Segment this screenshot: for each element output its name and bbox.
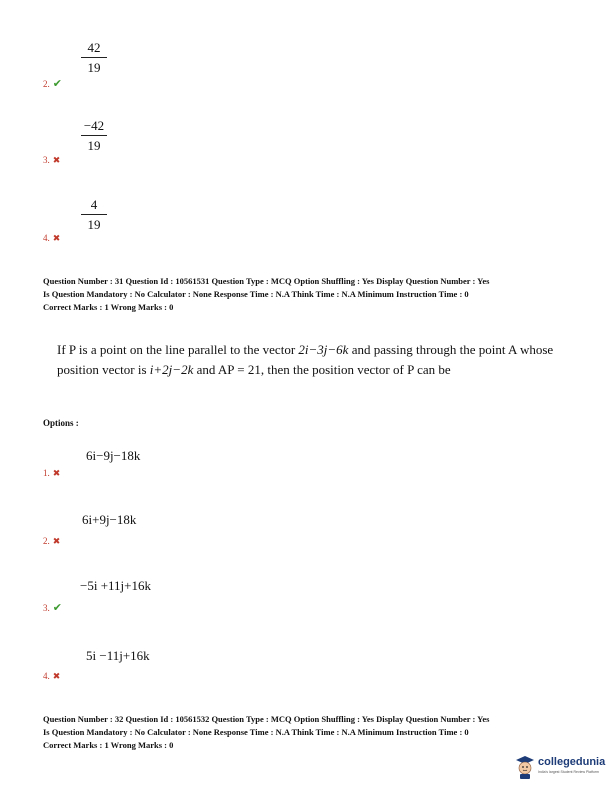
wrong-cross-icon: ✖ — [52, 671, 61, 681]
option-3-label: 3. ✔ — [43, 602, 62, 614]
meta-line: Question Number : 32 Question Id : 10561532 Question Type : MCQ Option Shuffling : Yes Display Question Number : Yes — [43, 714, 490, 724]
option-3-expression: −5i +11j+16k — [80, 578, 151, 593]
option-1-label: 1. ✖ — [43, 468, 61, 478]
wrong-cross-icon: ✖ — [52, 536, 61, 546]
vector-position-a: i+2j−2k — [149, 362, 194, 377]
option-4-expression: 5i −11j+16k — [86, 648, 150, 663]
option-4-label: 4. ✖ — [43, 671, 61, 681]
fraction-denominator: 19 — [87, 217, 101, 232]
fraction-numerator: 42 — [87, 40, 101, 55]
option-2-label: 2. ✖ — [43, 536, 61, 546]
fraction-numerator: 4 — [90, 197, 98, 212]
question-32-meta — [43, 713, 583, 752]
prev-option-2-fraction — [77, 118, 111, 153]
meta-line: Correct Marks : 1 Wrong Marks : 0 — [43, 740, 174, 750]
prev-option-2-label: 2. ✔ — [43, 78, 62, 90]
options-label: Options : — [43, 418, 79, 428]
prev-option-1-fraction — [77, 40, 111, 75]
option-1-expression: 6i−9j−18k — [86, 448, 141, 463]
vector-direction: 2i−3j−6k — [298, 342, 349, 357]
brand-tagline: India's largest Student Review Platform — [538, 770, 599, 774]
option-2-expression: 6i+9j−18k — [82, 512, 137, 527]
prev-option-4-label: 4. ✖ — [43, 233, 61, 243]
wrong-cross-icon: ✖ — [52, 233, 61, 243]
wrong-cross-icon: ✖ — [52, 155, 61, 165]
question-31-meta — [43, 275, 583, 314]
fraction-numerator: −42 — [83, 118, 105, 133]
prev-option-3-fraction — [77, 197, 111, 232]
prev-option-3-label: 3. ✖ — [43, 155, 61, 165]
collegedunia-logo — [514, 752, 609, 784]
meta-line: Is Question Mandatory : No Calculator : None Response Time : N.A Think Time : N.A Minimum Instruction Time : 0 — [43, 727, 469, 737]
meta-line: Correct Marks : 1 Wrong Marks : 0 — [43, 302, 174, 312]
correct-check-icon: ✔ — [52, 602, 62, 614]
wrong-cross-icon: ✖ — [52, 468, 61, 478]
graduate-mascot-icon — [514, 754, 536, 780]
question-31-text: If P is a point on the line parallel to the vector 2i−3j−6k and passing through the point A whose position vector is i+2j−2k and AP = 21, then the position vector of P can be — [57, 342, 554, 377]
meta-line: Is Question Mandatory : No Calculator : None Response Time : N.A Think Time : N.A Minimum Instruction Time : 0 — [43, 289, 469, 299]
fraction-denominator: 19 — [87, 60, 101, 75]
fraction-denominator: 19 — [87, 138, 101, 153]
correct-check-icon: ✔ — [52, 78, 62, 90]
brand-name: collegedunia — [538, 756, 606, 768]
meta-line: Question Number : 31 Question Id : 10561531 Question Type : MCQ Option Shuffling : Yes Display Question Number : Yes — [43, 276, 490, 286]
